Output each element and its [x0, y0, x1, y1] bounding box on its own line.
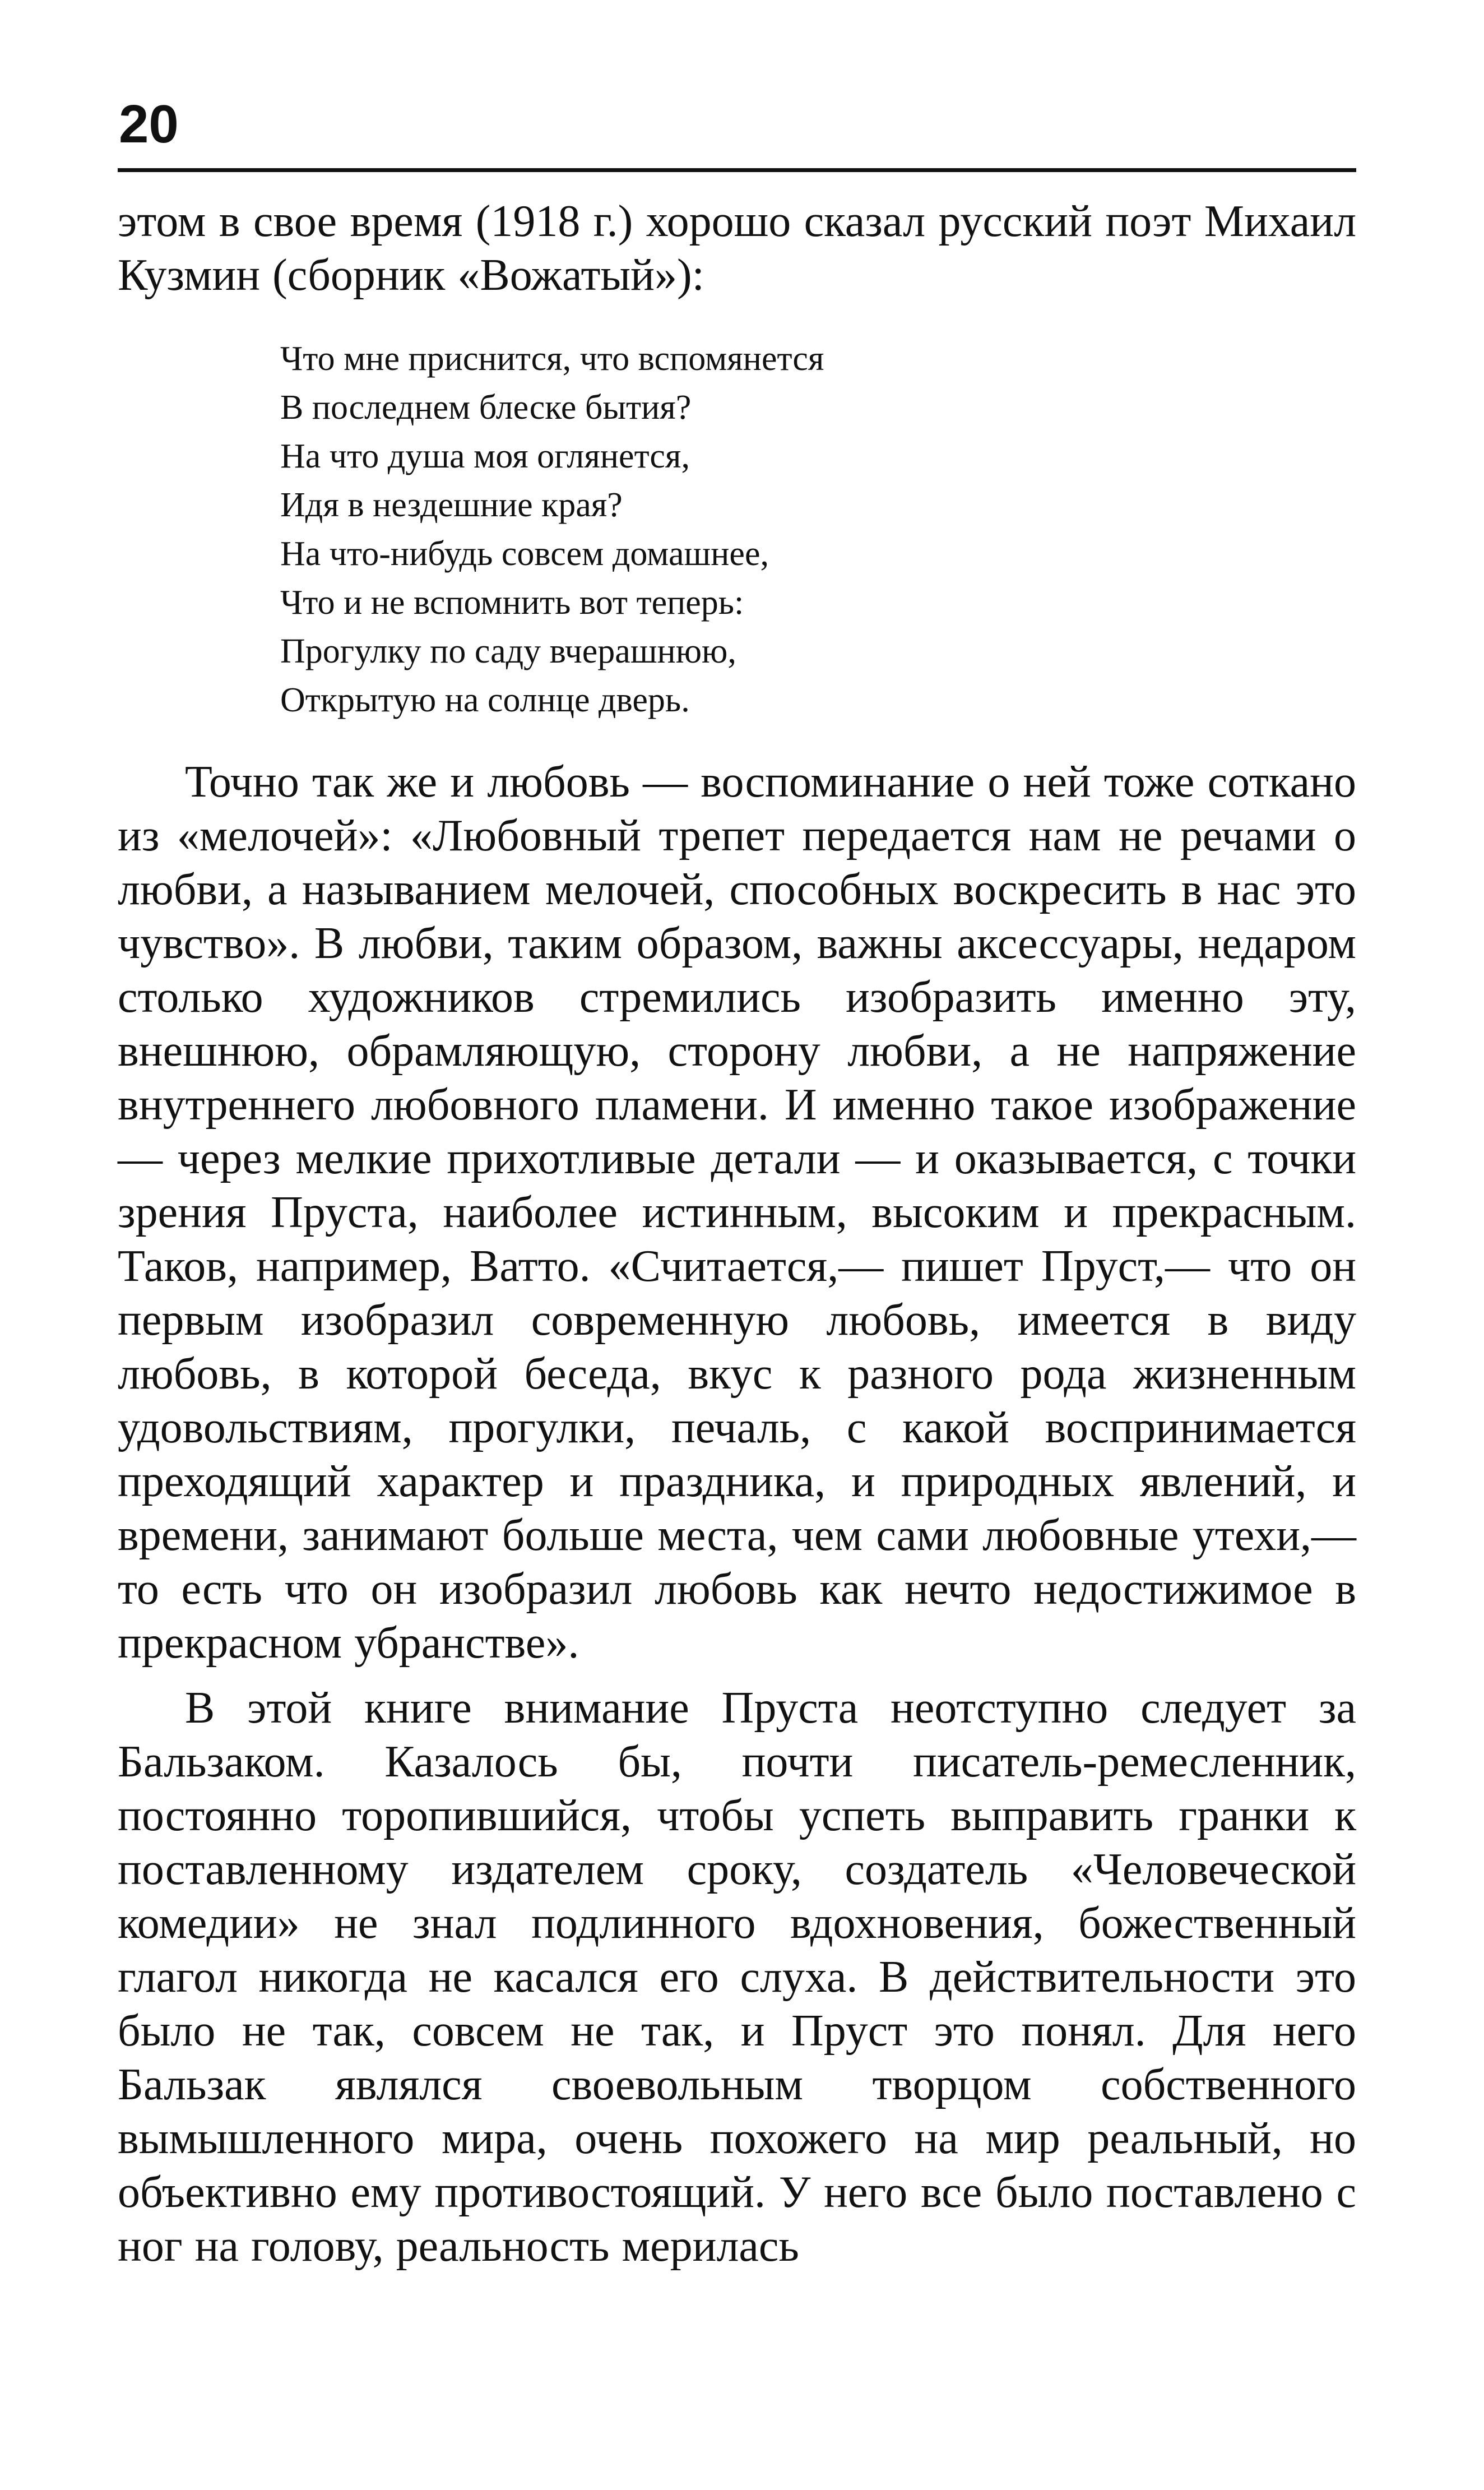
poem-line: Что и не вспомнить вот теперь:	[280, 584, 744, 622]
poem-line: На что-нибудь совсем домашнее,	[280, 535, 769, 573]
poem-line: На что душа моя оглянется,	[280, 437, 690, 475]
book-page	[118, 90, 1356, 2273]
page-number: 20	[119, 94, 179, 154]
paragraph-balzac: В этой книге внимание Пруста неотступно следует за Бальзаком. Казалось бы, почти писатель-ремесленник, постоянно торопившийся, чтобы успеть выправить гранки к поставленному издателем сроку, создатель «Человеческой комедии» не знал подлинного вдохновения, божественный глагол никогда не касался его слуха. В действительности это было не так, совсем не так, и Пруст это понял. Для него Бальзак являлся своевольным творцом собственного вымышленного мира, очень похожего на мир реальный, но объективно ему противостоящий. У него все было поставлено с ног на голову, реальность мерилась	[118, 1683, 1356, 2271]
poem-line: Идя в нездешние края?	[280, 486, 623, 524]
poem-quote	[280, 335, 1356, 725]
poem-line: В последнем блеске бытия?	[280, 388, 692, 427]
paragraph-love-details: Точно так же и любовь — воспоминание о ней тоже соткано из «мелочей»: «Любовный трепет передается нам не речами о любви, а называнием мелочей, способных воскресить в нас это чувство». В любви, таким образом, важны аксессуары, недаром столько художников стремились изобразить именно эту, внешнюю, обрамляющую, сторону любви, а не напряжение внутреннего любовного пламени. И именно такое изображение — через мелкие прихотливые детали — и оказывается, с точки зрения Пруста, наиболее истинным, высоким и прекрасным. Таков, например, Ватто. «Считается,— пишет Пруст,— что он первым изобразил современную любовь, имеется в виду любовь, в которой беседа, вкус к разного рода жизненным удовольствиям, прогулки, печаль, с какой воспринимается преходящий характер и праздника, и природных явлений, и времени, занимают больше места, чем сами любовные утехи,— то есть что он изобразил любовь как нечто недостижимое в прекрасном убранстве».	[118, 757, 1356, 1668]
page-header	[118, 90, 1356, 172]
page-body	[118, 195, 1356, 2273]
poem-line: Прогулку по саду вчерашнюю,	[280, 632, 736, 670]
poem-line: Открытую на солнце дверь.	[280, 681, 690, 719]
poem-line: Что мне приснится, что вспомянется	[280, 340, 824, 378]
paragraph-intro: этом в свое время (1918 г.) хорошо сказал русский поэт Михаил Кузмин (сборник «Вожатый»):	[118, 197, 1356, 300]
